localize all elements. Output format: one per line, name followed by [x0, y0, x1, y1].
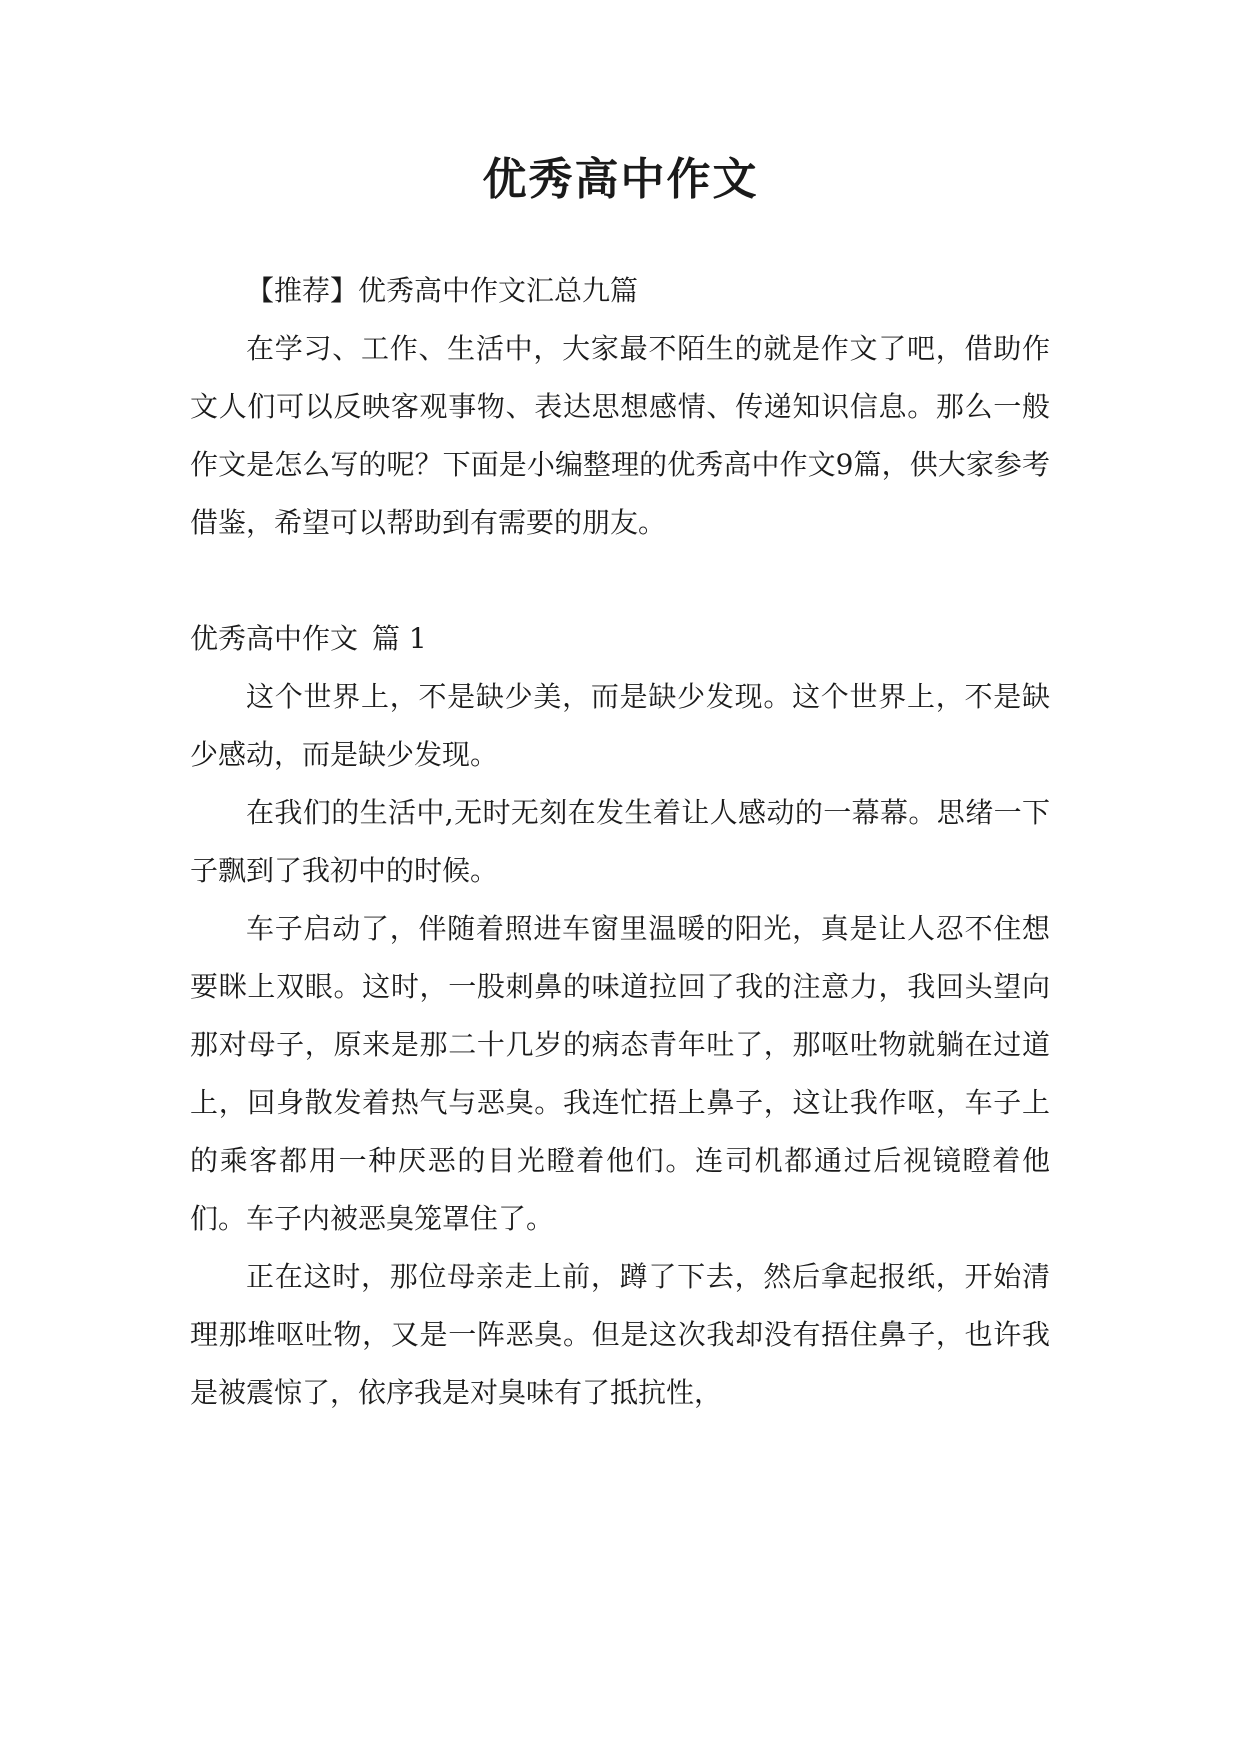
- document-title: 优秀高中作文: [482, 154, 759, 205]
- section-heading: [190, 610, 1050, 668]
- section-heading-text: 优秀高中作文: [190, 622, 359, 655]
- body-paragraph: 这个世界上，不是缺少美，而是缺少发现。这个世界上，不是缺少感动，而是缺少发现。: [190, 680, 1050, 771]
- section-gap: [190, 552, 1050, 610]
- body-paragraph: 车子启动了，伴随着照进车窗里温暖的阳光，真是让人忍不住想要眯上双眼。这时，一股刺鼻的味道拉回了我的注意力，我回头望向那对母子，原来是那二十几岁的病态青年吐了，那呕吐物就躺在过道上，回身散发着热气与恶臭。我连忙捂上鼻子，这让我作呕，车子上的乘客都用一种厌恶的目光瞪着他们。连司机都通过后视镜瞪着他们。车子内被恶臭笼罩住了。: [190, 912, 1050, 1235]
- section-number: 篇 1: [372, 622, 427, 655]
- body-paragraph: 正在这时，那位母亲走上前，蹲了下去，然后拿起报纸，开始清理那堆呕吐物，又是一阵恶臭。但是这次我却没有捂住鼻子，也许我是被震惊了，依序我是对臭味有了抵抗性，: [190, 1260, 1050, 1409]
- intro-paragraph: 在学习、工作、生活中，大家最不陌生的就是作文了吧，借助作文人们可以反映客观事物、表达思想感情、传递知识信息。那么一般作文是怎么写的呢？下面是小编整理的优秀高中作文9篇，供大家参考借鉴，希望可以帮助到有需要的朋友。: [190, 332, 1050, 539]
- document-body: [190, 262, 1050, 1422]
- body-paragraph: 在我们的生活中,无时无刻在发生着让人感动的一幕幕。思绪一下子飘到了我初中的时候。: [190, 796, 1050, 887]
- document-subtitle: 【推荐】优秀高中作文汇总九篇: [246, 274, 639, 307]
